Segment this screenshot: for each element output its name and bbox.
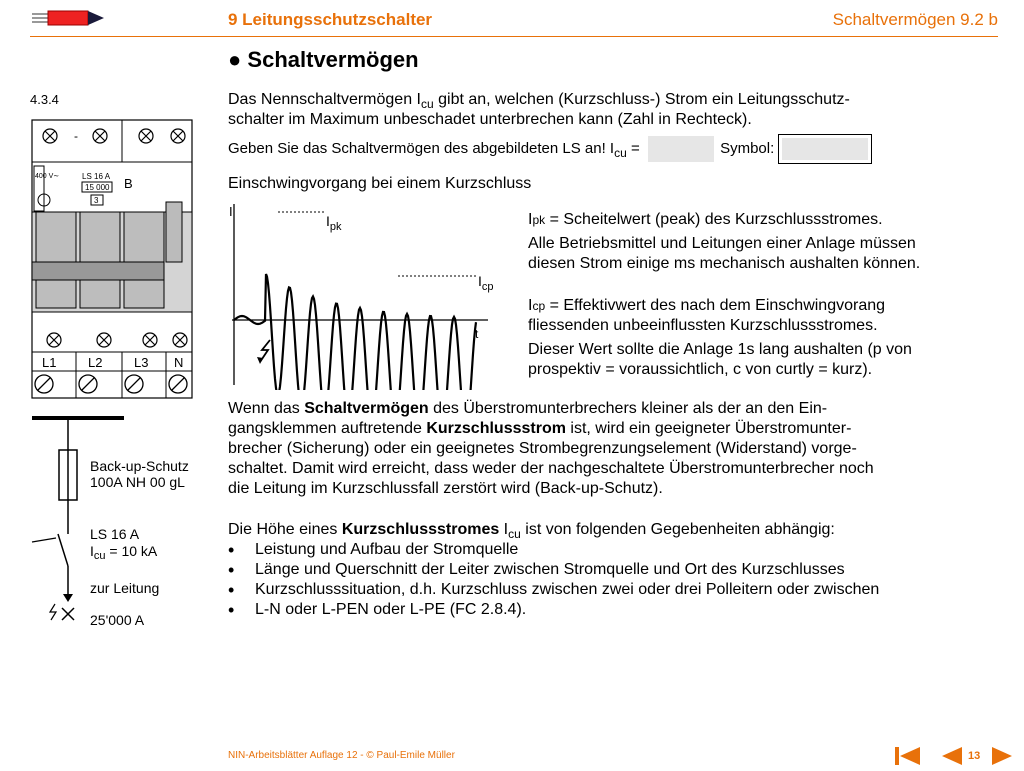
terminal-label: L3 — [134, 355, 149, 370]
definitions-block: Ipk = Scheitelwert (peak) des Kurzschlussstromes. Alle Betriebsmittel und Leitungen einer Anlage müssen diesen Strom einige ms mechanisch aushalten können. Icp = Effektivwert des nach dem Einschwingvorang fliessenden unbeeinflussten Kurzschlussstromes. Dieser Wert sollte die Anlage 1s lang aushalten (p von prospektiv = voraussichtlich, c von curtly = kurz). — [528, 211, 921, 378]
backup-protection-schematic — [28, 414, 228, 634]
fault-current-label: 25'000 A — [90, 612, 145, 628]
fault-cross-icon — [62, 608, 74, 620]
list-item-continuation: • L-N oder L-PEN oder L-PE (FC 2.8.4). — [228, 600, 1013, 620]
schematic-labels: Back-up-Schutz 100A NH 00 gL — [90, 458, 189, 490]
previous-page-button[interactable] — [940, 746, 964, 771]
short-circuit-waveform — [226, 200, 516, 390]
terminal-label: L2 — [88, 355, 103, 370]
task-line: Geben Sie das Schaltvermögen des abgebildeten LS an! $I_{cu}$ = Symbol: — [228, 134, 872, 164]
lightning-icon — [50, 604, 56, 620]
bullet-dot-icon: ● — [228, 47, 242, 72]
section-title — [228, 47, 419, 73]
section-title-text: Schaltvermögen — [247, 47, 419, 72]
next-page-button[interactable] — [990, 746, 1014, 771]
svg-text:3: 3 — [94, 196, 99, 205]
first-page-button[interactable] — [894, 746, 922, 771]
page-section-label: Schaltvermögen 9.2 b — [832, 10, 998, 29]
svg-text:400 V∼: 400 V∼ — [35, 173, 60, 180]
waveform-curve — [234, 274, 476, 390]
icu-answer-field[interactable] — [648, 136, 714, 162]
label-ipk: $I_{pk}$ — [326, 213, 342, 233]
symbol-answer-field[interactable] — [782, 138, 868, 160]
logo-pencil-icon — [28, 8, 108, 33]
terminal-label: N — [174, 355, 184, 370]
backup-protection-paragraph: Wenn das Schaltvermögen des Überstromunterbrechers kleiner als der an den Ein- gangsklemmen auftretende Kurzschlussstrom ist, wird ein geeigneter Überstromunter- brecher (Sicherung) oder ein geeignetes Strombegrenzungselement (Widerstand) vorge- schaltet. Damit wird erreicht, dass weder der nachgeschaltete Überstromunterbrecher noch die Leitung im Kurzschlussfall zerstört wird (Back-up-Schutz). — [228, 400, 874, 497]
chapter-title: 9 Leitungsschutzschalter — [228, 10, 433, 29]
to-line-label: zur Leitung — [90, 580, 160, 596]
header-divider — [30, 36, 998, 37]
waveform-heading: Einschwingvorgang bei einem Kurzschluss — [228, 175, 532, 192]
svg-text:15 000: 15 000 — [85, 183, 110, 192]
factor-list — [228, 540, 1013, 620]
circuit-breaker-device-drawing — [28, 116, 196, 402]
switch-symbol — [58, 534, 68, 566]
page-number: 13 — [968, 750, 981, 762]
symbol-answer-frame — [778, 134, 872, 164]
axis-label-i: I — [229, 204, 233, 219]
svg-text:B: B — [124, 176, 133, 191]
terminal-label: L1 — [42, 355, 57, 370]
label-icp: $I_{cp}$ — [478, 273, 494, 293]
short-circuit-factors: Die Höhe eines Kurzschlussstromes $I_{cu}$ ist von folgenden Gegebenheiten abhängig: • Leistung und Aufbau der Stromquelle • Länge und Querschnitt der Leiter zwischen Stromquelle und Ort des Kurzschlusses • Kurzschlusssituation, d.h. Kurzschluss zwischen zwei oder drei Polleitern oder zwischen • L-N oder L-PEN oder L-PE (FC 2.8.4). — [228, 520, 1013, 620]
ls-label: LS 16 A $I_{cu} = 10$ kA — [90, 526, 158, 562]
svg-text:-: - — [74, 129, 78, 143]
list-item: • Leistung und Aufbau der Stromquelle — [228, 540, 1013, 560]
axis-label-t: t — [475, 327, 479, 341]
figure-reference: 4.3.4 — [30, 92, 59, 107]
footer-copyright: NIN-Arbeitsblätter Auflage 12 - © Paul-Emile Müller — [228, 750, 455, 761]
intro-paragraph: Das Nennschaltvermögen $I_{cu}$ gibt an, welchen (Kurzschluss-) Strom ein Leitungsschutz- schalter im Maximum unbeschadet unterbrechen kann (Zahl in Rechteck). — [228, 91, 850, 128]
list-item: • Kurzschlusssituation, d.h. Kurzschluss zwischen zwei oder drei Polleitern oder zwischen — [228, 580, 1013, 600]
svg-text:LS 16 A: LS 16 A — [82, 172, 111, 181]
list-item: • Länge und Querschnitt der Leiter zwischen Stromquelle und Ort des Kurzschlusses — [228, 560, 1013, 580]
